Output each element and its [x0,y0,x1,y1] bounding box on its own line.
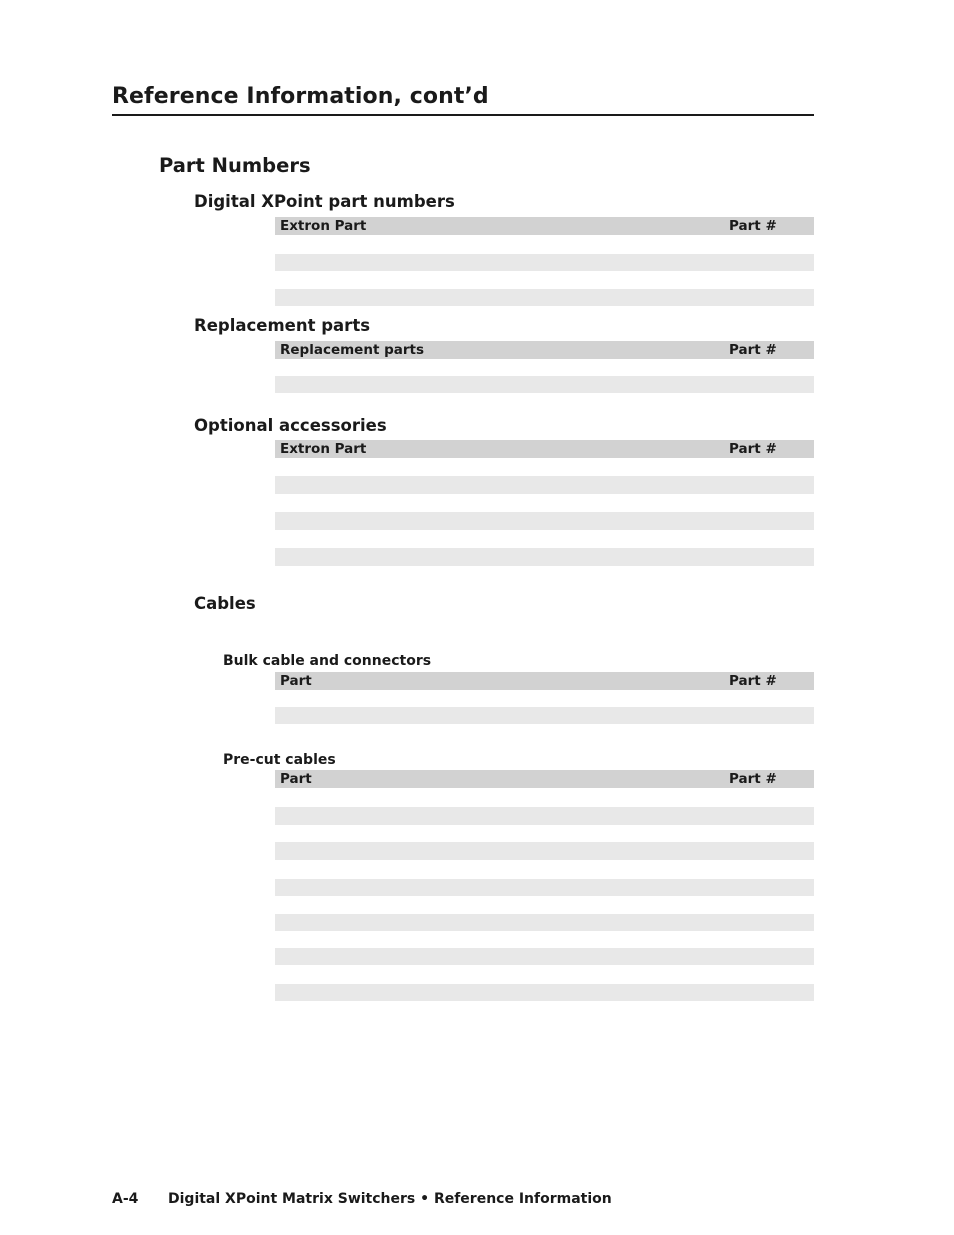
table-row [275,965,814,984]
table-row [275,254,814,271]
table-row [275,512,814,530]
column-header-part: Replacement parts [280,342,425,358]
table-header [275,341,814,359]
precut-cables-title: Pre-cut cables [223,752,336,768]
table-row [275,494,814,512]
table-header [275,672,814,690]
table-row [275,896,814,914]
column-header-part: Part [280,673,312,689]
digital-xpoint-title: Digital XPoint part numbers [194,192,455,211]
chapter-rule [112,114,814,116]
table-row [275,914,814,931]
column-header-part: Extron Part [280,218,367,234]
chapter-title: Reference Information, cont’d [112,84,489,109]
table-row [275,271,814,289]
column-header-part: Part [280,771,312,787]
bulk-cable-title: Bulk cable and connectors [223,653,432,669]
column-header-part-number: Part # [729,673,777,689]
table-row [275,289,814,306]
column-header-part-number: Part # [729,441,777,457]
optional-accessories-table [275,440,814,566]
column-header-part: Extron Part [280,441,367,457]
table-row [275,879,814,896]
table-header [275,217,814,235]
precut-cables-table [275,770,814,1001]
table-row [275,548,814,566]
table-row [275,707,814,724]
table-row [275,825,814,842]
table-row [275,530,814,548]
optional-accessories-title: Optional accessories [194,416,387,435]
table-row [275,690,814,707]
replacement-parts-title: Replacement parts [194,316,371,335]
bulk-cable-table [275,672,814,724]
table-row [275,842,814,860]
column-header-part-number: Part # [729,342,777,358]
table-row [275,931,814,948]
table-row [275,807,814,825]
table-row [275,359,814,376]
column-header-part-number: Part # [729,771,777,787]
replacement-parts-table [275,341,814,393]
page-number: A-4 [112,1191,139,1207]
section-title: Part Numbers [159,154,311,177]
table-row [275,235,814,254]
footer-text: Digital XPoint Matrix Switchers • Reference Information [168,1191,612,1207]
table-header [275,770,814,788]
table-row [275,376,814,393]
table-row [275,948,814,965]
table-row [275,788,814,807]
table-row [275,476,814,494]
table-header [275,440,814,458]
table-row [275,860,814,879]
table-row [275,984,814,1001]
table-row [275,458,814,476]
digital-xpoint-table [275,217,814,306]
column-header-part-number: Part # [729,218,777,234]
cables-title: Cables [194,594,256,613]
